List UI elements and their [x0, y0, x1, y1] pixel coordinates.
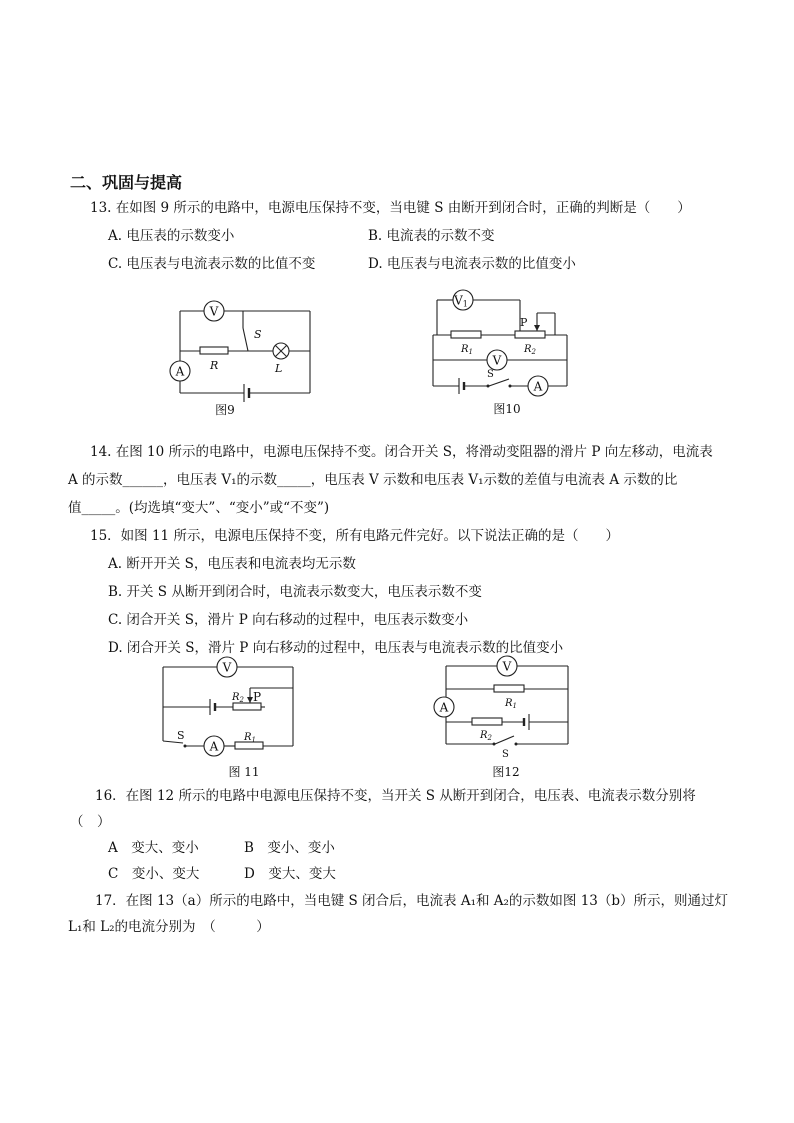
q13-option-b: B. 电流表的示数不变 — [368, 228, 495, 244]
fig12-resistor-r2 — [472, 718, 502, 725]
fig9-switch-label: S — [254, 328, 262, 341]
section-title: 二、巩固与提高 — [70, 173, 183, 192]
figure-12-circuit — [428, 655, 578, 785]
fig12-ammeter-label: A — [439, 700, 449, 715]
fig10-rheostat-r2 — [515, 331, 545, 338]
fig11-resistor-r1 — [235, 742, 263, 749]
fig10-r1-label — [460, 344, 473, 356]
fig12-r2-sub: 2 — [487, 734, 492, 742]
fig11-r2-main: R — [232, 692, 240, 703]
q13-option-c: C. 电压表与电流表示数的比值不变 — [108, 256, 316, 272]
q15-option-b: B. 开关 S 从断开到闭合时，电流表示数变大，电压表示数不变 — [108, 584, 482, 600]
q14-line1: 14. 在图 10 所示的电路中，电源电压保持不变。闭合开关 S，将滑动变阻器的滑片 P 向左移动，电流表 — [90, 444, 713, 460]
fig11-r1-sub: 1 — [251, 736, 256, 744]
figure-9-circuit — [160, 290, 330, 420]
fig12-voltmeter-label: V — [502, 659, 512, 674]
fig11-switch-label: S — [177, 729, 185, 742]
fig12-switch-s — [495, 736, 514, 744]
fig12-switch-label: S — [502, 749, 509, 760]
fig10-caption: 图10 — [493, 402, 521, 416]
fig10-r1-sub: 1 — [468, 348, 473, 356]
q13-option-d: D. 电压表与电流表示数的比值变小 — [368, 256, 576, 272]
q17-line2: L₁和 L₂的电流分别为 （ ） — [68, 919, 270, 935]
fig11-rheostat-r2 — [233, 703, 261, 710]
figure-10-circuit — [425, 285, 575, 420]
fig9-resistor-label: R — [210, 359, 219, 372]
q14-line2: A 的示数______，电压表 V₁的示数_____，电压表 V 示数和电压表 V₁示数的差值与电流表 A 示数的比 — [68, 472, 678, 488]
q13-stem: 13. 在如图 9 所示的电路中，电源电压保持不变，当电键 S 由断开到闭合时，正确的判断是（ ） — [90, 200, 691, 216]
fig12-r1-label — [504, 698, 517, 710]
fig10-r2-main: R — [524, 344, 532, 355]
fig9-ammeter-label: A — [175, 364, 185, 379]
fig9-switch-s — [243, 328, 248, 351]
fig12-r1-main: R — [505, 698, 513, 709]
fig11-caption: 图 11 — [228, 765, 260, 779]
fig10-r1-main: R — [461, 344, 469, 355]
fig9-lamp-label: L — [275, 362, 283, 375]
q15-option-a: A. 断开开关 S，电压表和电流表均无示数 — [108, 556, 356, 572]
fig10-voltmeter-v-label: V — [492, 353, 502, 368]
q17-line1: 17．在图 13（a）所示的电路中，当电键 S 闭合后，电流表 A₁和 A₂的示数如图 13（b）所示，则通过灯 — [95, 893, 729, 909]
fig10-slider-label: P — [520, 316, 528, 329]
fig11-r2-label — [231, 692, 245, 704]
q16-option-b: B 变小、变小 — [244, 840, 335, 856]
q16-option-c: C 变小、变大 — [108, 866, 200, 882]
figure-11-circuit — [155, 655, 305, 785]
fig10-v1-main: V — [454, 293, 463, 308]
q15-stem: 15．如图 11 所示，电源电压保持不变，所有电路元件完好。以下说法正确的是（ ） — [90, 528, 619, 544]
q16-option-a: A 变大、变小 — [108, 840, 199, 856]
fig10-ammeter-label: A — [533, 379, 543, 394]
fig10-r2-sub: 2 — [531, 348, 536, 356]
fig12-resistor-r1 — [494, 685, 524, 692]
fig10-switch-label: S — [487, 369, 494, 380]
fig11-r2-sub: 2 — [239, 696, 244, 704]
fig10-switch-s — [489, 379, 509, 386]
fig9-resistor-r — [200, 347, 228, 354]
fig11-slider-label: P — [253, 690, 262, 704]
q15-option-d: D. 闭合开关 S，滑片 P 向右移动的过程中，电压表与电流表示数的比值变小 — [108, 640, 564, 656]
fig9-voltmeter-label: V — [209, 304, 219, 319]
fig12-r2-label — [479, 730, 493, 742]
fig11-r1-label — [243, 732, 256, 744]
q16-option-d: D 变大、变大 — [244, 866, 336, 882]
fig10-resistor-r1 — [451, 331, 481, 338]
q13-option-a: A. 电压表的示数变小 — [108, 228, 235, 244]
q16-stem-line1: 16．在图 12 所示的电路中电源电压保持不变，当开关 S 从断开到闭合，电压表、电流表示数分别将 — [95, 788, 696, 804]
fig10-v1-sub: 1 — [462, 299, 468, 309]
q16-stem-line2: （ ） — [70, 814, 111, 830]
q15-option-c: C. 闭合开关 S，滑片 P 向右移动的过程中，电压表示数变小 — [108, 612, 469, 628]
fig12-caption: 图12 — [492, 765, 520, 779]
fig10-r2-label — [523, 344, 537, 356]
fig11-voltmeter-label: V — [222, 660, 232, 675]
fig11-ammeter-label: A — [209, 739, 219, 754]
fig9-caption: 图9 — [215, 403, 235, 417]
fig12-r1-sub: 1 — [512, 702, 517, 710]
fig12-r2-main: R — [480, 730, 488, 741]
fig11-r1-main: R — [244, 732, 252, 743]
q14-line3: 值_____。(均选填“变大”、“变小”或“不变”) — [68, 500, 330, 516]
